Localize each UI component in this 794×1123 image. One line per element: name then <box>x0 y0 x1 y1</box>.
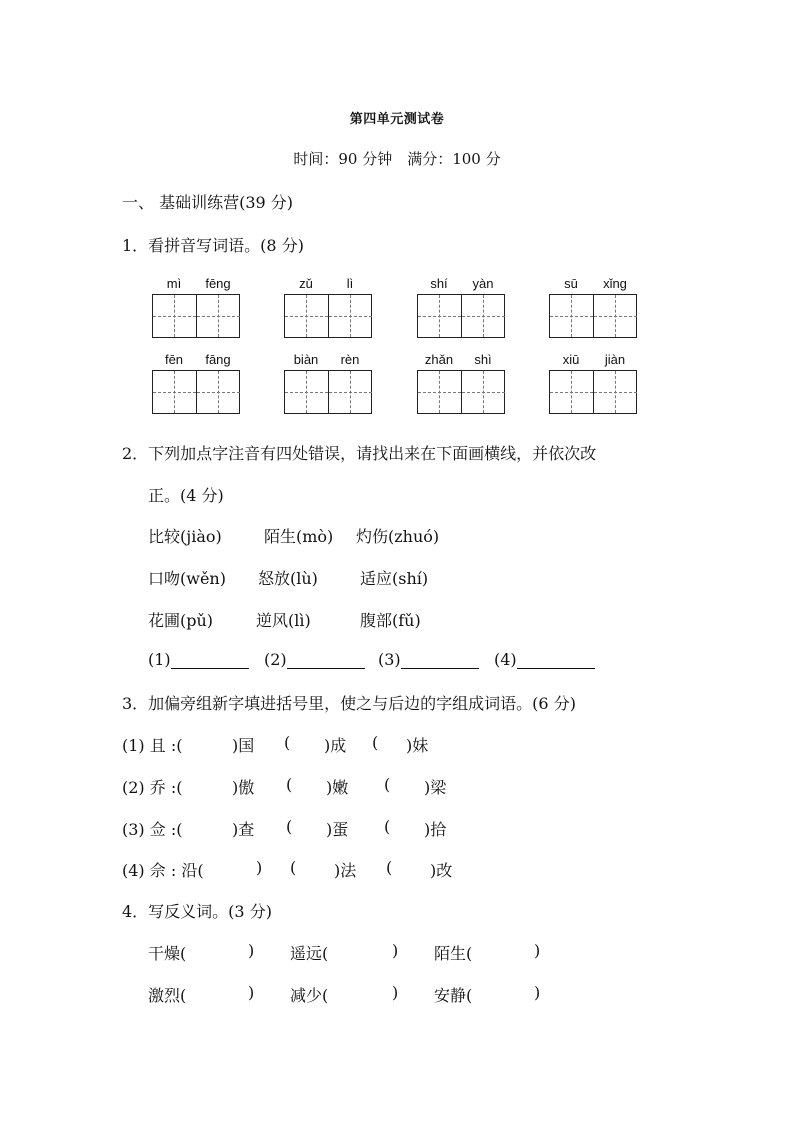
q2-item: 适应(shí) <box>360 569 429 588</box>
question-2-heading-cont: 正。(4 分) <box>148 486 224 505</box>
writing-cell[interactable] <box>593 371 637 413</box>
pinyin-label <box>549 352 637 368</box>
writing-cell[interactable] <box>461 295 505 337</box>
q3-row-4-part: ( <box>290 858 297 877</box>
writing-grid[interactable] <box>549 294 637 338</box>
q4-paren: ) <box>534 983 541 1002</box>
q2-item: 灼伤(zhuó) <box>356 527 440 546</box>
q3-row-4-part: )改 <box>430 861 453 880</box>
pinyin-word-box[interactable] <box>417 276 505 338</box>
q4-paren: ) <box>392 983 399 1002</box>
pinyin-syllable: fēn <box>164 352 184 367</box>
section-heading: 一、 基础训练营(39 分) <box>122 193 294 212</box>
pinyin-syllable: rèn <box>340 352 360 367</box>
answer-blank-2[interactable]: (2) <box>264 650 365 669</box>
writing-grid[interactable] <box>284 370 372 414</box>
q3-row-3-part: ( <box>286 817 293 836</box>
question-1-heading: 1．看拼音写词语。(8 分) <box>122 236 304 255</box>
q2-item: 陌生(mò) <box>264 527 334 546</box>
q4-paren: ) <box>392 941 399 960</box>
pinyin-syllable: jiàn <box>604 352 626 367</box>
q3-row-2-part: )梁 <box>424 778 447 797</box>
q3-row-1-part: )国 <box>232 736 255 755</box>
pinyin-word-box[interactable] <box>152 276 240 338</box>
q2-item: 逆风(lì) <box>256 611 311 630</box>
q4-paren: ) <box>248 941 255 960</box>
pinyin-word-box[interactable] <box>417 352 505 414</box>
writing-cell[interactable] <box>418 295 461 337</box>
pinyin-syllable: yàn <box>472 276 494 291</box>
question-2-heading: 2．下列加点字注音有四处错误，请找出来在下面画横线，并依次改 <box>122 444 597 463</box>
pinyin-word-box[interactable] <box>549 352 637 414</box>
writing-cell[interactable] <box>593 295 637 337</box>
q2-item: 腹部(fǔ) <box>360 611 421 630</box>
pinyin-syllable: lì <box>346 276 354 291</box>
q3-row-1-part: ( <box>284 733 291 752</box>
q3-row-1-part: ( <box>372 733 379 752</box>
q3-row-4-label: (4) 佘 : 沿( <box>122 861 204 880</box>
pinyin-word-box[interactable] <box>284 276 372 338</box>
q3-row-3-part: )查 <box>232 820 255 839</box>
q3-row-1-label: (1) 且 :( <box>122 736 183 755</box>
q3-row-1-part: )妹 <box>406 736 429 755</box>
pinyin-word-box[interactable] <box>284 352 372 414</box>
pinyin-syllable: mì <box>166 276 182 291</box>
writing-cell[interactable] <box>550 295 593 337</box>
writing-cell[interactable] <box>285 295 328 337</box>
q4-word: 陌生( <box>434 944 473 963</box>
q4-word: 减少( <box>290 986 329 1005</box>
writing-cell[interactable] <box>461 371 505 413</box>
writing-cell[interactable] <box>153 371 196 413</box>
q3-row-4-part: ) <box>256 858 263 877</box>
q2-item: 怒放(lù) <box>258 569 318 588</box>
q3-row-2-label: (2) 乔 :( <box>122 778 183 797</box>
pinyin-label <box>417 276 505 292</box>
q4-word: 激烈( <box>148 986 187 1005</box>
q3-row-3-label: (3) 佥 :( <box>122 820 183 839</box>
q3-row-3-part: )拾 <box>424 820 447 839</box>
q3-row-2-part: )嫩 <box>326 778 349 797</box>
writing-grid[interactable] <box>417 370 505 414</box>
pinyin-syllable: fāng <box>205 352 231 367</box>
pinyin-label <box>152 352 240 368</box>
pinyin-syllable: zǔ <box>299 276 313 291</box>
exam-info: 时间：90 分钟 满分：100 分 <box>293 150 501 168</box>
q3-row-1-part: )成 <box>324 736 347 755</box>
q3-row-3-part: )蛋 <box>326 820 349 839</box>
writing-cell[interactable] <box>153 295 196 337</box>
answer-blank-4[interactable]: (4) <box>494 650 595 669</box>
pinyin-syllable: biàn <box>293 352 319 367</box>
q2-item: 比较(jiào) <box>148 527 222 546</box>
writing-grid[interactable] <box>549 370 637 414</box>
writing-cell[interactable] <box>550 371 593 413</box>
pinyin-label <box>549 276 637 292</box>
writing-cell[interactable] <box>196 371 240 413</box>
question-3-heading: 3．加偏旁组新字填进括号里，使之与后边的字组成词语。(6 分) <box>122 694 576 713</box>
writing-cell[interactable] <box>196 295 240 337</box>
q3-row-2-part: ( <box>286 775 293 794</box>
pinyin-label <box>152 276 240 292</box>
pinyin-syllable: zhǎn <box>424 352 454 367</box>
q3-row-2-part: ( <box>384 775 391 794</box>
pinyin-word-box[interactable] <box>549 276 637 338</box>
q3-row-2-part: )傲 <box>232 778 255 797</box>
writing-grid[interactable] <box>284 294 372 338</box>
writing-cell[interactable] <box>328 295 372 337</box>
q3-row-4-part: ( <box>386 858 393 877</box>
q4-word: 干燥( <box>148 944 187 963</box>
q2-item: 花圃(pǔ) <box>148 611 214 630</box>
pinyin-word-box[interactable] <box>152 352 240 414</box>
writing-cell[interactable] <box>285 371 328 413</box>
page-title: 第四单元测试卷 <box>349 112 445 127</box>
pinyin-syllable: sū <box>564 276 578 291</box>
q4-paren: ) <box>534 941 541 960</box>
pinyin-label <box>284 352 372 368</box>
q4-word: 遥远( <box>290 944 329 963</box>
pinyin-syllable: shí <box>430 276 448 291</box>
q4-paren: ) <box>248 983 255 1002</box>
writing-cell[interactable] <box>418 371 461 413</box>
writing-grid[interactable] <box>417 294 505 338</box>
pinyin-syllable: xiū <box>562 352 580 367</box>
pinyin-syllable: fēng <box>205 276 231 291</box>
q2-item: 口吻(wěn) <box>148 569 226 588</box>
q3-row-3-part: ( <box>384 817 391 836</box>
pinyin-label <box>284 276 372 292</box>
answer-blank-1[interactable]: (1) <box>148 650 249 669</box>
writing-grid[interactable] <box>152 370 240 414</box>
question-4-heading: 4．写反义词。(3 分) <box>122 902 272 921</box>
pinyin-label <box>417 352 505 368</box>
pinyin-syllable: xǐng <box>603 276 627 291</box>
q4-word: 安静( <box>434 986 473 1005</box>
q3-row-4-part: )法 <box>334 861 357 880</box>
answer-blank-3[interactable]: (3) <box>378 650 479 669</box>
writing-grid[interactable] <box>152 294 240 338</box>
writing-cell[interactable] <box>328 371 372 413</box>
pinyin-syllable: shì <box>474 352 492 367</box>
